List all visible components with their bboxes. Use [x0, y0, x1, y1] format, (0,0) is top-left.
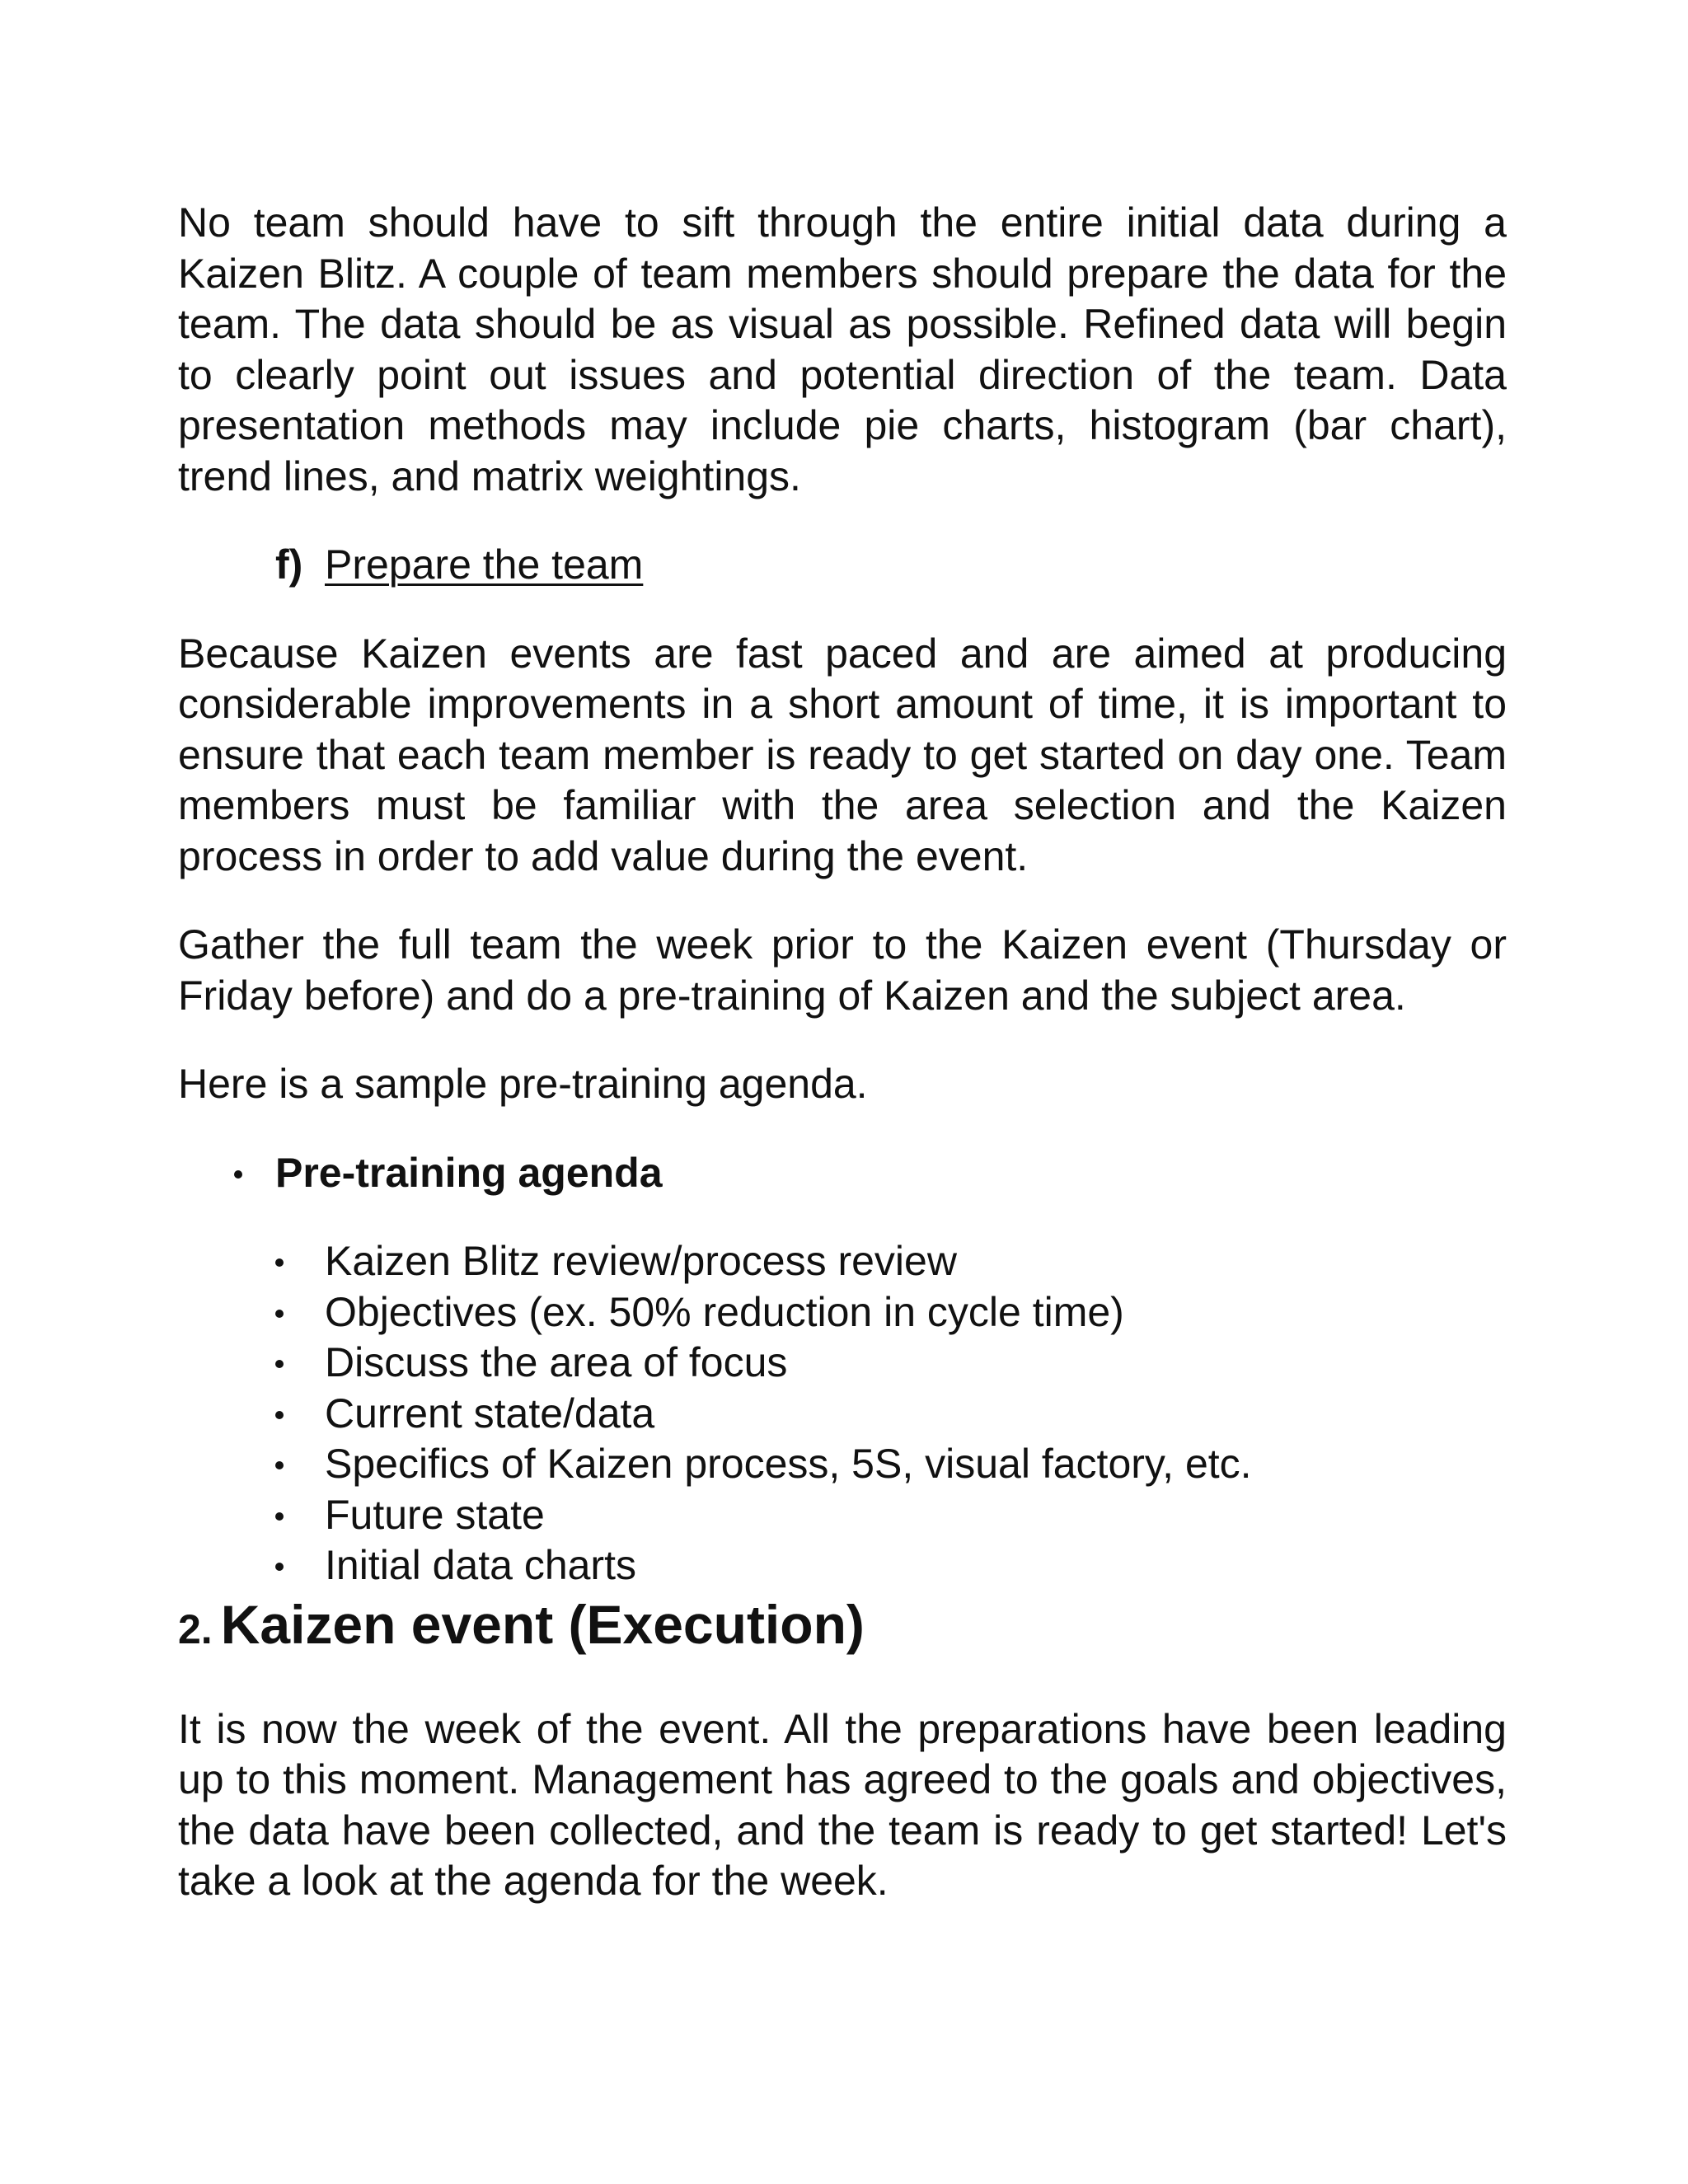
agenda-list: [178, 1148, 1507, 1591]
agenda-item: [275, 1236, 1507, 1287]
agenda-title: Pre-training agenda: [275, 1149, 663, 1196]
document-page: [178, 198, 1507, 1907]
bullet-icon: [275, 1360, 284, 1368]
bullet-icon: [275, 1411, 284, 1419]
agenda-item-label: Specifics of Kaizen process, 5S, visual factory, etc.: [325, 1441, 1252, 1487]
paragraph-event-week: It is now the week of the event. All the preparations have been leading up to this moment. Management has agreed to the goals and objectives, the data have been collected, and the team is ready to get started! Let's take a look at the agenda for the week.: [178, 1705, 1507, 1904]
agenda-item: [275, 1389, 1507, 1440]
agenda-item-label: Current state/data: [325, 1390, 655, 1436]
section-heading: [178, 1591, 1507, 1673]
paragraph-data-preparation: No team should have to sift through the entire initial data during a Kaizen Blitz. A couple of team members should prepare the data for the team. The data should be as visual as possible. Refined data will begin to clearly point out issues and potential direction of the team. Data presentation methods may include pie charts, histogram (bar chart), trend lines, and matrix weightings.: [178, 199, 1507, 499]
section-number: 2.: [178, 1605, 213, 1652]
paragraph-gather-team: Gather the full team the week prior to the Kaizen event (Thursday or Friday before) and do a pre-training of Kaizen and the subject area.: [178, 921, 1507, 1019]
bullet-icon: [275, 1461, 284, 1469]
subheading-prepare-the-team: [275, 540, 1507, 591]
subheading-marker: f): [275, 541, 303, 588]
bullet-icon: [275, 1310, 284, 1318]
section-title: Kaizen event (Execution): [220, 1593, 865, 1655]
bullet-icon: [275, 1512, 284, 1521]
agenda-item: [275, 1540, 1507, 1591]
paragraph-sample-agenda-intro: Here is a sample pre-training agenda.: [178, 1061, 868, 1107]
agenda-item: [275, 1287, 1507, 1338]
agenda-item-label: Future state: [325, 1491, 545, 1538]
agenda-item: [275, 1490, 1507, 1541]
paragraph-team-readiness: Because Kaizen events are fast paced and are aimed at producing considerable improvements in a short amount of time, it is important to ensure that each team member is ready to get started on day one. Team members must be familiar with the area selection and the Kaizen process in order to add value during the event.: [178, 630, 1507, 879]
bullet-icon: [275, 1258, 284, 1267]
bullet-icon: [275, 1563, 284, 1571]
agenda-item-label: Kaizen Blitz review/process review: [325, 1238, 957, 1284]
agenda-list-item: [178, 1148, 1507, 1591]
agenda-item: [275, 1439, 1507, 1490]
subheading-title: Prepare the team: [325, 541, 644, 588]
agenda-item-label: Discuss the area of focus: [325, 1339, 788, 1385]
agenda-item-label: Initial data charts: [325, 1542, 636, 1588]
agenda-item-label: Objectives (ex. 50% reduction in cycle time): [325, 1288, 1124, 1335]
agenda-item: [275, 1338, 1507, 1389]
bullet-icon: [234, 1170, 242, 1179]
agenda-items-list: [275, 1236, 1507, 1591]
